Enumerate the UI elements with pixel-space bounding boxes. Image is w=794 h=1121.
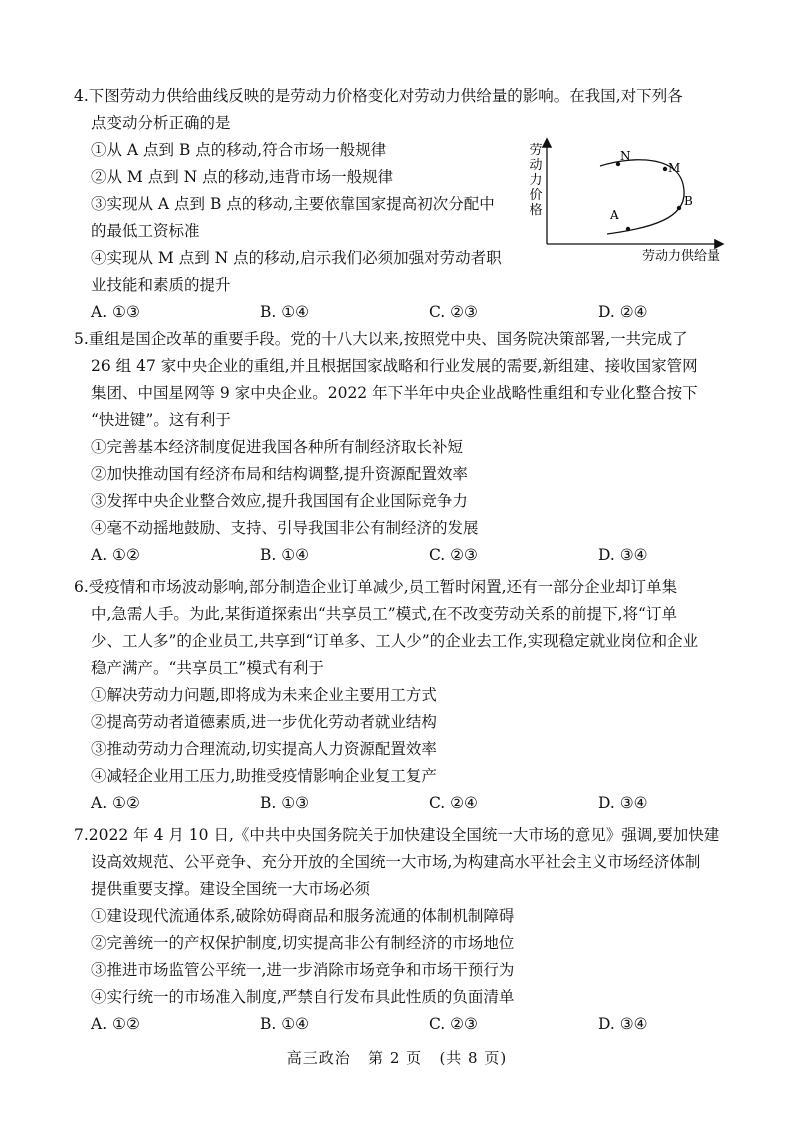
q6-option-d[interactable]: D. ③④ <box>598 794 648 812</box>
question-6 <box>74 574 724 817</box>
q5-option-a[interactable]: A. ①② <box>91 546 140 564</box>
q5-options <box>74 542 724 569</box>
q4-stem-line-1: 4.下图劳动力供给曲线反映的是劳动力价格变化对劳动力供给量的影响。在我国,对下列各 <box>74 87 683 105</box>
q5-item-3: ③发挥中央企业整合效应,提升我国国有企业国际竞争力 <box>91 492 468 510</box>
q5-stem-line-2: 26 组 47 家中央企业的重组,并且根据国家战略和行业发展的需要,新组建、接收国家管网 <box>91 357 698 375</box>
q7-item-3: ③推进市场监管公平统一,进一步消除市场竞争和市场干预行为 <box>91 961 515 979</box>
q4-option-c[interactable]: C. ②③ <box>429 303 478 321</box>
q7-option-c[interactable]: C. ②③ <box>429 1015 478 1033</box>
q6-stem-line-1: 6.受疫情和市场波动影响,部分制造企业订单减少,员工暂时闲置,还有一部分企业却订单集 <box>74 578 678 596</box>
point-b <box>677 206 681 210</box>
q4-option-b[interactable]: B. ①④ <box>260 303 310 321</box>
question-5 <box>74 326 724 569</box>
point-m <box>663 167 667 171</box>
label-m: M <box>668 161 681 175</box>
q4-options <box>74 299 724 326</box>
question-7 <box>74 822 724 1038</box>
q4-stem-line-2: 点变动分析正确的是 <box>91 114 231 132</box>
page-footer: 高三政治 第 2 页 (共 8 页) <box>286 1049 508 1067</box>
q4-item-3-cont: 的最低工资标准 <box>91 222 200 240</box>
q7-option-b[interactable]: B. ①④ <box>260 1015 310 1033</box>
x-axis-label: 劳动力供给量 <box>641 249 720 264</box>
q6-item-4: ④减轻企业用工压力,助推受疫情影响企业复工复产 <box>91 767 437 785</box>
y-axis-label-char-1: 劳 <box>529 143 543 158</box>
q4-item-2: ②从 M 点到 N 点的移动,违背市场一般规律 <box>91 168 394 186</box>
q7-stem-line-2: 设高效规范、公平竞争、充分开放的全国统一大市场,为构建高水平社会主义市场经济体制 <box>91 853 701 871</box>
q6-option-b[interactable]: B. ①③ <box>260 794 310 812</box>
q6-item-1: ①解决劳动力问题,即将成为未来企业主要用工方式 <box>91 686 437 704</box>
q5-option-d[interactable]: D. ③④ <box>598 546 648 564</box>
q6-options <box>74 790 724 817</box>
q6-option-a[interactable]: A. ①② <box>91 794 140 812</box>
q5-item-4: ④毫不动摇地鼓励、支持、引导我国非公有制经济的发展 <box>91 519 479 537</box>
y-axis-label-char-3: 力 <box>529 173 543 188</box>
q4-item-1: ①从 A 点到 B 点的移动,符合市场一般规律 <box>91 141 387 159</box>
y-axis-label-char-5: 格 <box>529 203 543 218</box>
q6-item-3: ③推动劳动力合理流动,切实提高人力资源配置效率 <box>91 740 437 758</box>
q7-item-4: ④实行统一的市场准入制度,严禁自行发布具此性质的负面清单 <box>91 988 515 1006</box>
q6-stem-line-3: 少、工人多”的企业员工,共享到“订单多、工人少”的企业去工作,实现稳定就业岗位和企业 <box>91 632 699 650</box>
q4-option-d[interactable]: D. ②④ <box>598 303 648 321</box>
label-n: N <box>620 149 631 163</box>
point-a <box>626 227 630 231</box>
y-axis-label-char-4: 价 <box>529 188 543 203</box>
y-axis-label-char-2: 动 <box>529 158 543 173</box>
q6-stem-line-4: 稳产满产。“共享员工”模式有利于 <box>91 659 324 677</box>
labor-supply-chart <box>522 136 732 266</box>
q5-item-1: ①完善基本经济制度促进我国各种所有制经济取长补短 <box>91 438 464 456</box>
q7-item-1: ①建设现代流通体系,破除妨碍商品和服务流通的体制机制障碍 <box>91 907 515 925</box>
q5-stem-line-4: “快进键”。这有利于 <box>91 411 231 429</box>
label-a: A <box>610 208 619 222</box>
q5-option-b[interactable]: B. ①④ <box>260 546 310 564</box>
q4-item-3: ③实现从 A 点到 B 点的移动,主要依靠国家提高初次分配中 <box>91 195 495 213</box>
q6-option-c[interactable]: C. ②④ <box>429 794 478 812</box>
q7-stem-line-3: 提供重要支撑。建设全国统一大市场必须 <box>91 880 371 898</box>
q7-options <box>74 1011 724 1038</box>
q4-item-4-cont: 业技能和素质的提升 <box>91 276 231 294</box>
q7-option-a[interactable]: A. ①② <box>91 1015 140 1033</box>
label-b: B <box>684 194 693 208</box>
q7-stem-line-1: 7.2022 年 4 月 10 日,《中共中央国务院关于加快建设全国统一大市场的意见》强调,要加快建 <box>74 826 720 844</box>
q4-item-4: ④实现从 M 点到 N 点的移动,启示我们必须加强对劳动者职 <box>91 249 502 267</box>
q7-item-2: ②完善统一的产权保护制度,切实提高非公有制经济的市场地位 <box>91 934 515 952</box>
q5-stem-line-1: 5.重组是国企改革的重要手段。党的十八大以来,按照党中央、国务院决策部署,一共完成了 <box>74 330 688 348</box>
q5-stem-line-3: 集团、中国星网等 9 家中央企业。2022 年下半年中央企业战略性重组和专业化整合按下 <box>91 384 698 402</box>
q6-stem-line-2: 中,急需人手。为此,某街道探索出“共享员工”模式,在不改变劳动关系的前提下,将“订单 <box>91 605 677 623</box>
q5-option-c[interactable]: C. ②③ <box>429 546 478 564</box>
q7-option-d[interactable]: D. ③④ <box>598 1015 648 1033</box>
q5-item-2: ②加快推动国有经济布局和结构调整,提升资源配置效率 <box>91 465 468 483</box>
q6-item-2: ②提高劳动者道德素质,进一步优化劳动者就业结构 <box>91 713 437 731</box>
q4-option-a[interactable]: A. ①③ <box>91 303 140 321</box>
